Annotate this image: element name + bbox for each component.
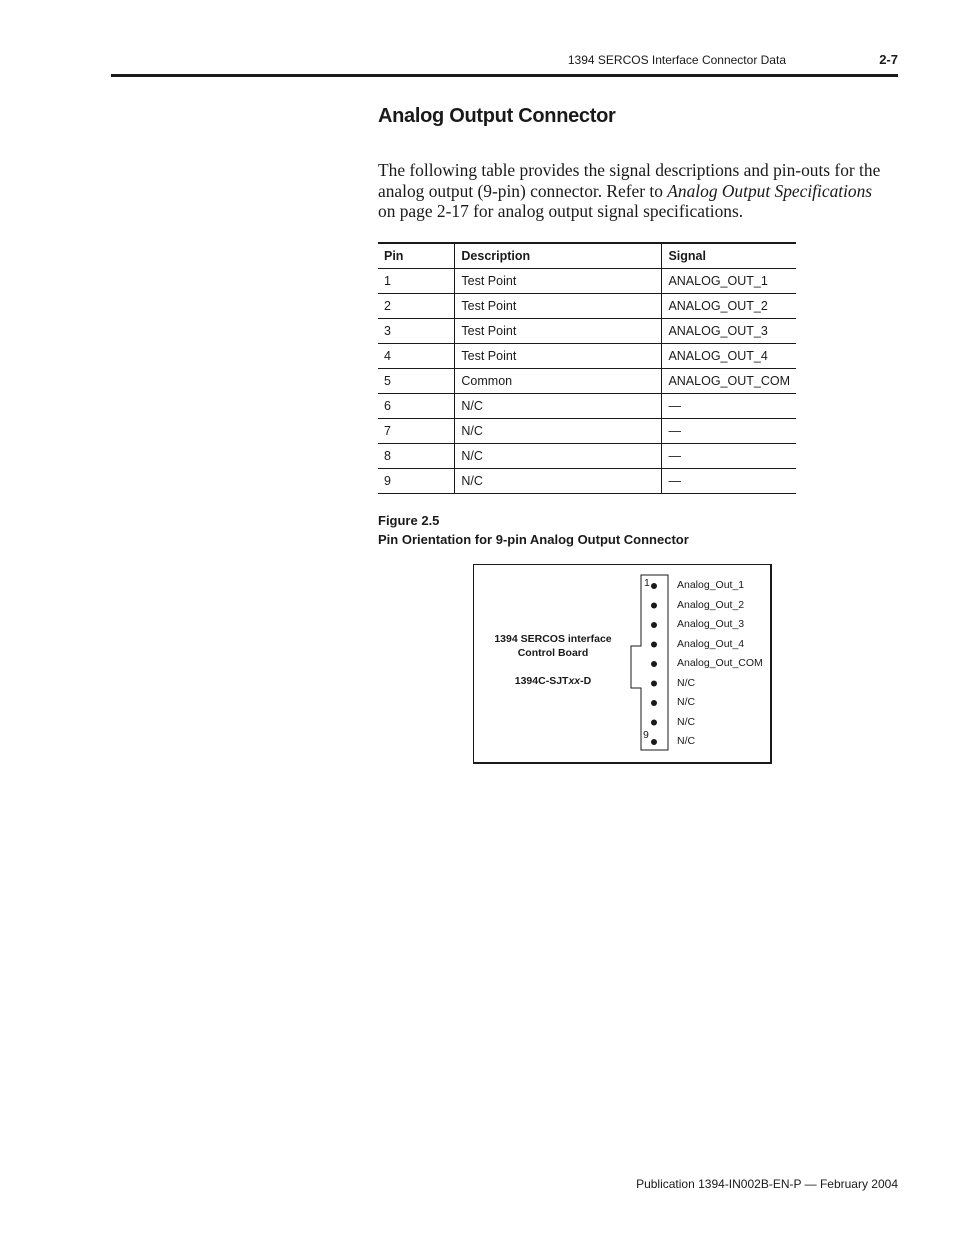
- table-row: [378, 369, 796, 394]
- table-row: [378, 469, 796, 494]
- signal-cell: ANALOG_OUT_1: [662, 269, 796, 294]
- page-number: 2-7: [879, 52, 898, 67]
- intro-cross-reference: Analog Output Specifications: [667, 180, 873, 201]
- figure-caption: Pin Orientation for 9-pin Analog Output Connector: [378, 532, 689, 547]
- pin-cell: 5: [378, 369, 455, 394]
- table-row: [378, 394, 796, 419]
- description-cell: N/C: [455, 394, 662, 419]
- model-variable: xx: [568, 675, 581, 687]
- signal-cell: —: [662, 419, 796, 444]
- last-pin-number: 9: [643, 729, 649, 741]
- pin-dot: [651, 642, 657, 648]
- pin-dot: [651, 720, 657, 726]
- pin-signal-label: N/C: [677, 696, 696, 708]
- signal-cell: ANALOG_OUT_COM: [662, 369, 796, 394]
- intro-text-start: The following table provides the signal descriptions and pin-outs for the analog output (9-pin) connector. Refer to: [378, 160, 881, 201]
- description-cell: N/C: [455, 444, 662, 469]
- pin-dot: [651, 583, 657, 589]
- description-cell: Test Point: [455, 344, 662, 369]
- signal-cell: —: [662, 394, 796, 419]
- pin-dot: [651, 661, 657, 667]
- pin-dot: [651, 739, 657, 745]
- description-cell: Test Point: [455, 319, 662, 344]
- pin-cell: 9: [378, 469, 455, 494]
- table-row: [378, 269, 796, 294]
- pin-signal-label: Analog_Out_3: [677, 618, 745, 630]
- pin-signal-label: N/C: [677, 676, 696, 689]
- table-row: [378, 444, 796, 469]
- pin-dots: [651, 583, 657, 745]
- signal-cell: —: [662, 444, 796, 469]
- pin-dot: [651, 681, 657, 687]
- model-prefix: 1394C-SJT: [514, 675, 569, 687]
- table-header-row: [378, 243, 796, 269]
- description-cell: Test Point: [455, 269, 662, 294]
- table-row: [378, 319, 796, 344]
- pin-dot: [651, 622, 657, 628]
- pin-cell: 3: [378, 319, 455, 344]
- model-suffix: -D: [580, 675, 592, 687]
- pin-cell: 8: [378, 444, 455, 469]
- figure-number: Figure 2.5: [378, 513, 440, 528]
- description-cell: N/C: [455, 419, 662, 444]
- signal-cell: ANALOG_OUT_3: [662, 319, 796, 344]
- intro-text-end: on page 2-17 for analog output signal specifications.: [378, 201, 744, 222]
- header-rule: [111, 74, 898, 77]
- pin-signal-label: Analog_Out_1: [677, 579, 745, 591]
- column-header-pin: Pin: [378, 243, 455, 269]
- board-name-line2: Control Board: [517, 647, 589, 659]
- pin-cell: 7: [378, 419, 455, 444]
- pin-signal-label: Analog_Out_COM: [677, 657, 763, 669]
- pin-signal-label: Analog_Out_4: [677, 637, 745, 650]
- column-header-signal: Signal: [662, 243, 796, 269]
- pin-signal-label: Analog_Out_2: [677, 598, 745, 611]
- pin-cell: 1: [378, 269, 455, 294]
- running-header-title: 1394 SERCOS Interface Connector Data: [567, 53, 786, 67]
- connector-outline: [631, 575, 668, 750]
- publication-footer: Publication 1394-IN002B-EN-P — February 2004: [636, 1177, 898, 1191]
- pin-signal-label: N/C: [677, 735, 696, 747]
- board-name-line1: 1394 SERCOS interface: [494, 633, 612, 645]
- pin-cell: 6: [378, 394, 455, 419]
- section-title: Analog Output Connector: [378, 105, 616, 127]
- pin-dot: [651, 603, 657, 609]
- pin-dot: [651, 700, 657, 706]
- signal-cell: ANALOG_OUT_2: [662, 294, 796, 319]
- signal-cell: ANALOG_OUT_4: [662, 344, 796, 369]
- pin-cell: 2: [378, 294, 455, 319]
- table-row: [378, 419, 796, 444]
- signal-cell: —: [662, 469, 796, 494]
- description-cell: N/C: [455, 469, 662, 494]
- table-row: [378, 344, 796, 369]
- description-cell: Test Point: [455, 294, 662, 319]
- pin-cell: 4: [378, 344, 455, 369]
- pin-signal-label: N/C: [677, 715, 696, 728]
- table-row: [378, 294, 796, 319]
- description-cell: Common: [455, 369, 662, 394]
- pinout-table: [378, 242, 796, 494]
- column-header-description: Description: [455, 243, 662, 269]
- first-pin-number: 1: [644, 577, 650, 589]
- intro-paragraph: [378, 160, 893, 222]
